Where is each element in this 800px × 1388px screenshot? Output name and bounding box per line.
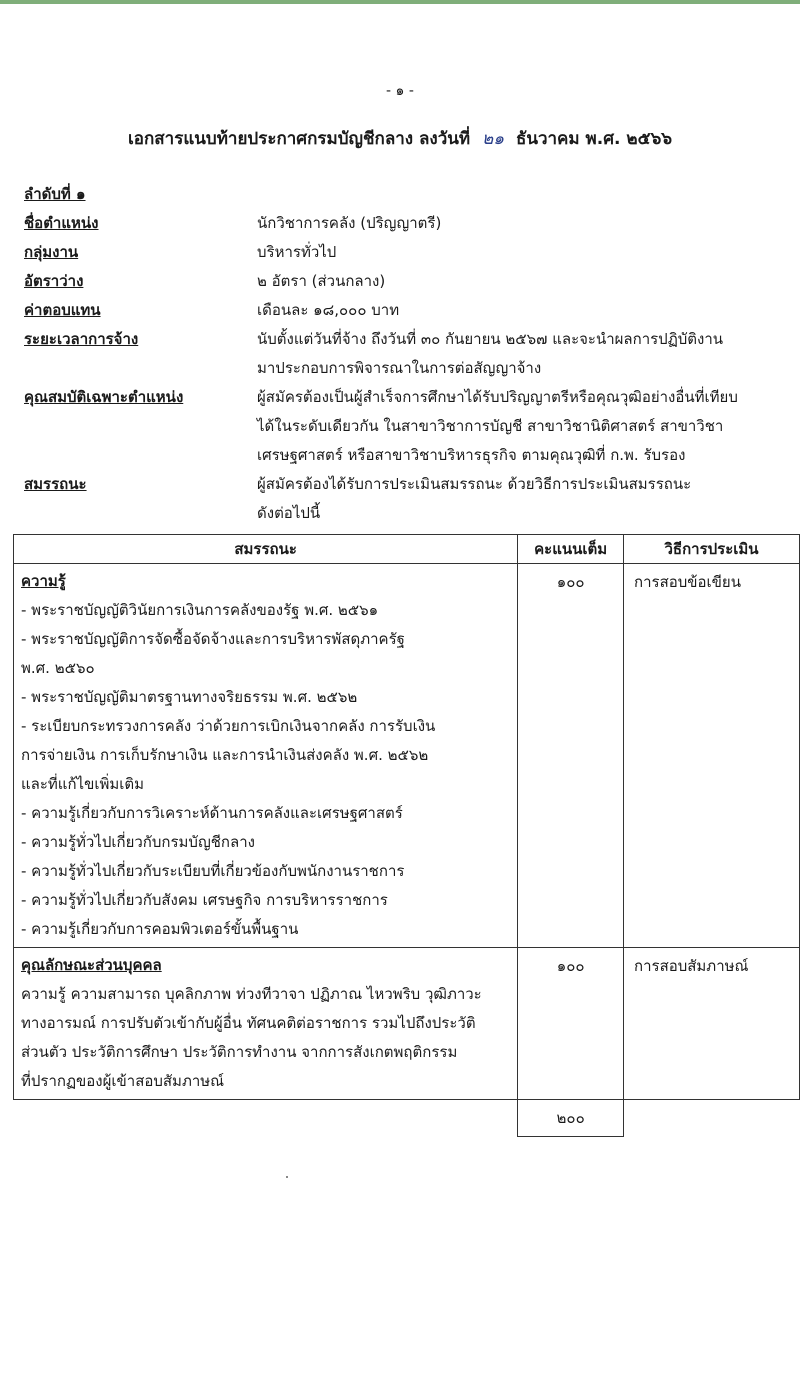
knowledge-item: - พระราชบัญญัติวินัยการเงินการคลังของรัฐ พ.ศ. ๒๕๖๑ <box>21 601 379 619</box>
competency-label: สมรรถนะ <box>24 475 87 493</box>
header-method: วิธีการประเมิน <box>624 535 800 564</box>
knowledge-item: - ความรู้ทั่วไปเกี่ยวกับสังคม เศรษฐกิจ การบริหารราชการ <box>21 891 388 909</box>
page-number: - ๑ - <box>386 83 414 99</box>
personal-cell <box>14 948 518 1100</box>
personal-line: ส่วนตัว ประวัติการศึกษา ประวัติการทำงาน จากการสังเกตพฤติกรรม <box>21 1043 458 1061</box>
vacancy-label: อัตราว่าง <box>24 272 84 290</box>
position-label: ชื่อตำแหน่ง <box>24 214 99 232</box>
knowledge-item: - ความรู้ทั่วไปเกี่ยวกับระเบียบที่เกี่ยวข้องกับพนักงานราชการ <box>21 862 405 880</box>
period-line: มาประกอบการพิจารณาในการต่อสัญญาจ้าง <box>257 359 542 377</box>
vacancy-row <box>24 267 784 296</box>
table-header-row <box>14 535 800 564</box>
title-prefix: เอกสารแนบท้ายประกาศกรมบัญชีกลาง ลงวันที่ <box>127 129 471 149</box>
salary-value: เดือนละ ๑๘,๐๐๐ บาท <box>257 301 400 319</box>
group-value: บริหารทั่วไป <box>257 243 337 261</box>
position-row <box>24 209 784 238</box>
title-suffix: ธันวาคม พ.ศ. ๒๕๖๖ <box>515 129 673 149</box>
table-row-personal <box>14 948 800 1100</box>
qualification-label: คุณสมบัติเฉพาะตำแหน่ง <box>24 388 184 406</box>
competency-table <box>13 534 800 1137</box>
top-border-line <box>0 0 800 4</box>
period-line: นับตั้งแต่วันที่จ้าง ถึงวันที่ ๓๐ กันยายน ๒๕๖๗ และจะนำผลการปฏิบัติงาน <box>257 330 724 348</box>
competency-row <box>24 470 784 528</box>
knowledge-score: ๑๐๐ <box>518 564 624 948</box>
personal-line: ทางอารมณ์ การปรับตัวเข้ากับผู้อื่น ทัศนคติต่อราชการ รวมไปถึงประวัติ <box>21 1014 476 1032</box>
knowledge-item: - พระราชบัญญัติการจัดซื้อจัดจ้างและการบริหารพัสดุภาครัฐ <box>21 630 405 648</box>
period-row <box>24 325 784 383</box>
personal-title: คุณลักษณะส่วนบุคคล <box>21 956 162 974</box>
salary-label: ค่าตอบแทน <box>24 301 101 319</box>
competency-line: ผู้สมัครต้องได้รับการประเมินสมรรถนะ ด้วยวิธีการประเมินสมรรถนะ <box>257 475 692 493</box>
knowledge-method: การสอบข้อเขียน <box>624 564 800 948</box>
vacancy-value: ๒ อัตรา (ส่วนกลาง) <box>257 272 386 290</box>
knowledge-item: - ความรู้ทั่วไปเกี่ยวกับกรมบัญชีกลาง <box>21 833 255 851</box>
competency-line: ดังต่อไปนี้ <box>257 504 321 522</box>
knowledge-item: - ความรู้เกี่ยวกับการคอมพิวเตอร์ขั้นพื้นฐาน <box>21 920 299 938</box>
position-value: นักวิชาการคลัง (ปริญญาตรี) <box>257 214 442 232</box>
salary-row <box>24 296 784 325</box>
personal-score: ๑๐๐ <box>518 948 624 1100</box>
knowledge-item: การจ่ายเงิน การเก็บรักษาเงิน และการนำเงินส่งคลัง พ.ศ. ๒๕๖๒ <box>21 746 429 764</box>
personal-line: ความรู้ ความสามารถ บุคลิกภาพ ท่วงทีวาจา ปฏิภาณ ไหวพริบ วุฒิภาวะ <box>21 985 482 1003</box>
job-fields <box>24 180 784 528</box>
group-row <box>24 238 784 267</box>
knowledge-item: - ความรู้เกี่ยวกับการวิเคราะห์ด้านการคลังและเศรษฐศาสตร์ <box>21 804 403 822</box>
qualification-row <box>24 383 784 470</box>
group-label: กลุ่มงาน <box>24 243 79 261</box>
knowledge-item: - พระราชบัญญัติมาตรฐานทางจริยธรรม พ.ศ. ๒๕๖๒ <box>21 688 358 706</box>
period-label: ระยะเวลาการจ้าง <box>24 330 139 348</box>
total-score: ๒๐๐ <box>518 1100 624 1137</box>
personal-method: การสอบสัมภาษณ์ <box>624 948 800 1100</box>
knowledge-item: และที่แก้ไขเพิ่มเติม <box>21 775 145 793</box>
personal-line: ที่ปรากฏของผู้เข้าสอบสัมภาษณ์ <box>21 1072 225 1090</box>
knowledge-title: ความรู้ <box>21 572 66 590</box>
table-total-row <box>14 1100 800 1137</box>
title-handwritten-day: ๒๑ <box>482 129 505 149</box>
table-row-knowledge <box>14 564 800 948</box>
document-title <box>0 125 800 152</box>
qualification-line: ผู้สมัครต้องเป็นผู้สำเร็จการศึกษาได้รับปริญญาตรีหรือคุณวุฒิอย่างอื่นที่เทียบ <box>257 388 738 406</box>
scan-speck <box>286 1176 288 1178</box>
header-competency: สมรรถนะ <box>14 535 518 564</box>
knowledge-item: พ.ศ. ๒๕๖๐ <box>21 659 95 677</box>
order-label: ลำดับที่ ๑ <box>24 185 86 203</box>
qualification-line: ได้ในระดับเดียวกัน ในสาขาวิชาการบัญชี สาขาวิชานิติศาสตร์ สาขาวิชา <box>257 417 724 435</box>
knowledge-cell <box>14 564 518 948</box>
knowledge-item: - ระเบียบกระทรวงการคลัง ว่าด้วยการเบิกเงินจากคลัง การรับเงิน <box>21 717 436 735</box>
qualification-line: เศรษฐศาสตร์ หรือสาขาวิชาบริหารธุรกิจ ตามคุณวุฒิที่ ก.พ. รับรอง <box>257 446 686 464</box>
header-score: คะแนนเต็ม <box>518 535 624 564</box>
order-row <box>24 180 784 209</box>
